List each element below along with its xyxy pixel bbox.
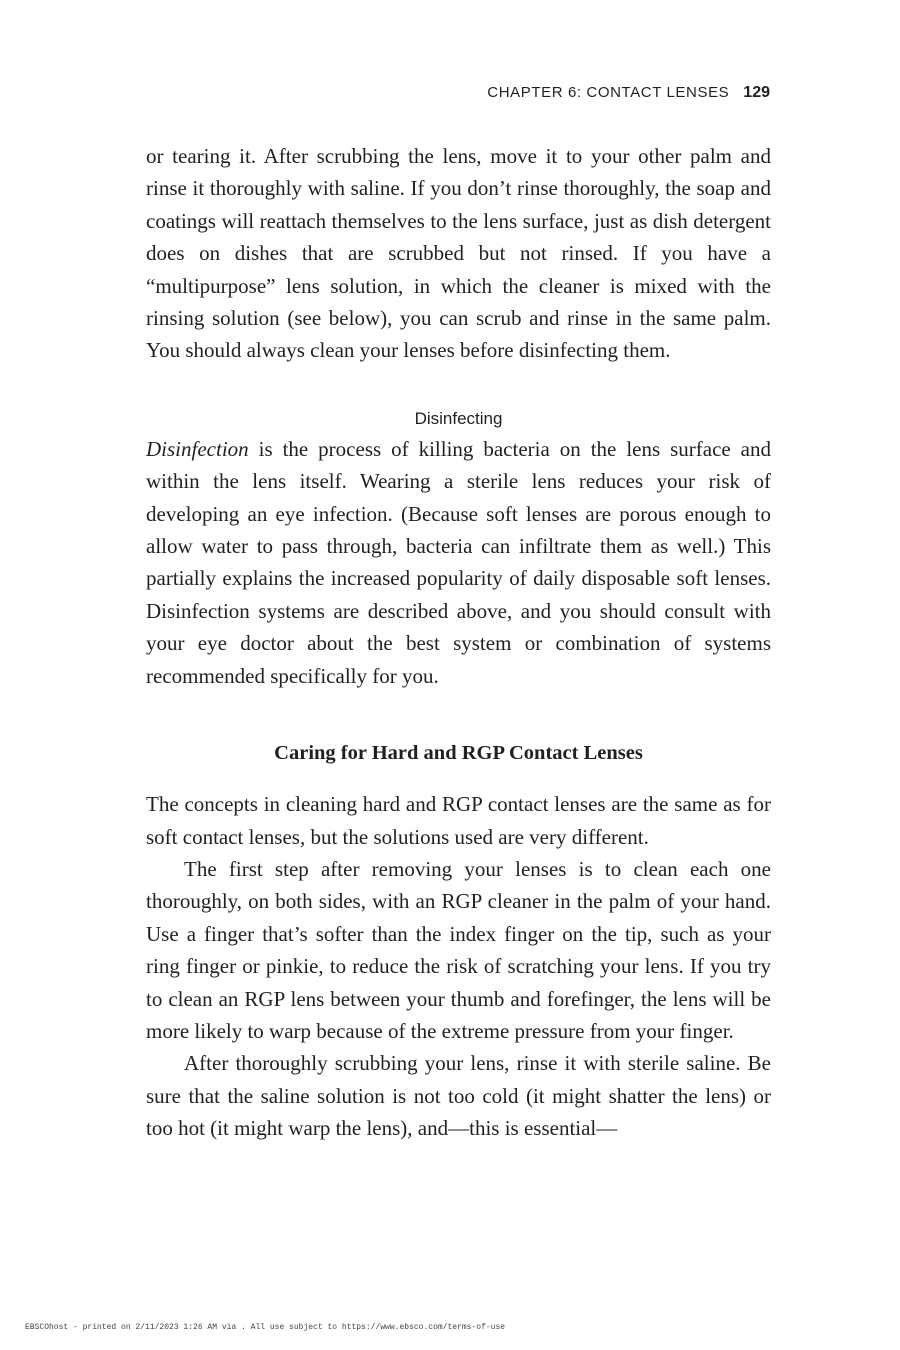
page-body xyxy=(146,140,771,1145)
subheading-disinfecting: Disinfecting xyxy=(414,408,503,428)
print-footer: EBSCOhost - printed on 2/11/2023 1:26 AM via . All use subject to https://www.ebsco.com/terms-of-use xyxy=(25,1323,506,1332)
paragraph-intro: or tearing it. After scrubbing the lens, move it to your other palm and rinse it thoroughly with saline. If you don’t rinse thoroughly, the soap and coatings will reattach themselves to the lens surface, just as dish detergent does on dishes that are scrubbed but not rinsed. If you have a “multipurpose” lens solution, in which the cleaner is mixed with the rinsing solution (see below), you can scrub and rinse in the same palm. You should always clean your lenses before disinfecting them. xyxy=(146,144,771,363)
running-head xyxy=(487,84,770,102)
paragraph-hard-3: After thoroughly scrubbing your lens, rinse it with sterile saline. Be sure that the saline solution is not too cold (it might shatter the lens) or too hot (it might warp the lens), and—this is essential— xyxy=(146,1051,771,1141)
paragraph-disinfecting xyxy=(146,433,771,692)
paragraph-disinfecting-text: is the process of killing bacteria on the lens surface and within the lens itself. Wearing a sterile lens reduces your risk of developing an eye infection. (Because soft lenses are porous enough to allow water to pass through, bacteria can infiltrate them as well.) This partially explains the increased popularity of daily disposable soft lenses. Disinfection systems are described above, and you should consult with your eye doctor about the best system or combination of systems recommended specifically for you. xyxy=(146,436,771,688)
term-disinfection: Disinfection xyxy=(146,436,249,461)
page-number: 129 xyxy=(743,84,770,101)
section-heading-hard-rgp: Caring for Hard and RGP Contact Lenses xyxy=(274,742,643,765)
paragraph-hard-2: The first step after removing your lenses is to clean each one thoroughly, on both sides, with an RGP cleaner in the palm of your hand. Use a finger that’s softer than the index finger on the tip, such as your ring finger or pinkie, to reduce the risk of scratching your lens. If you try to clean an RGP lens between your thumb and forefinger, the lens will be more likely to warp because of the extreme pressure from your finger. xyxy=(146,856,771,1043)
chapter-title: CHAPTER 6: CONTACT LENSES xyxy=(487,84,730,101)
paragraph-hard-1: The concepts in cleaning hard and RGP contact lenses are the same as for soft contact lenses, but the solutions used are very different. xyxy=(146,792,771,849)
